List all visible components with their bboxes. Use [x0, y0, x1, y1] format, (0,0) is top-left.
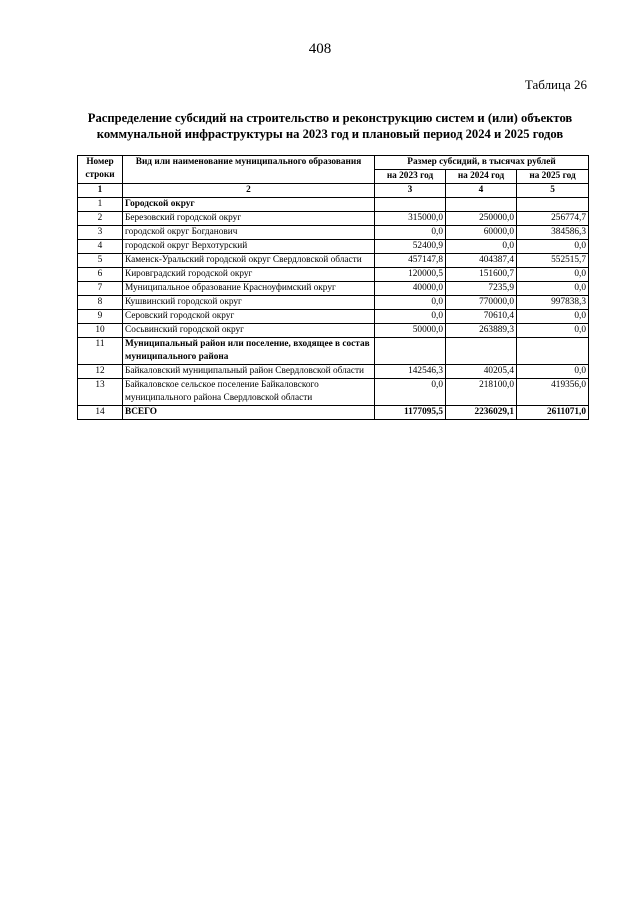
municipality-name-cell: Березовский городской округ — [123, 212, 375, 226]
amount-2025-cell: 256774,7 — [517, 212, 589, 226]
header-row-number: Номер строки — [78, 156, 123, 184]
municipality-name-cell: Серовский городской округ — [123, 310, 375, 324]
index-cell: 2 — [123, 184, 375, 198]
amount-2023-cell: 0,0 — [375, 379, 446, 406]
amount-2023-cell: 50000,0 — [375, 324, 446, 338]
table-row — [78, 296, 589, 310]
amount-2024-cell: 404387,4 — [446, 254, 517, 268]
amount-2025-cell: 419356,0 — [517, 379, 589, 406]
header-2025: на 2025 год — [517, 170, 589, 184]
table-row — [78, 254, 589, 268]
row-number-cell: 12 — [78, 365, 123, 379]
table-row — [78, 240, 589, 254]
header-amount-group: Размер субсидий, в тысячах рублей — [375, 156, 589, 170]
row-number-cell: 8 — [78, 296, 123, 310]
row-number-cell: 2 — [78, 212, 123, 226]
table-row — [78, 268, 589, 282]
amount-2025-cell: 0,0 — [517, 324, 589, 338]
amount-2025-cell: 0,0 — [517, 282, 589, 296]
municipality-name-cell: Каменск-Уральский городской округ Свердловской области — [123, 254, 375, 268]
amount-2025-cell: 0,0 — [517, 268, 589, 282]
title-line-1: Распределение субсидий на строительство и реконструкцию систем и (или) объектов — [87, 111, 573, 125]
table-row — [78, 310, 589, 324]
table-row — [78, 379, 589, 406]
index-cell: 4 — [446, 184, 517, 198]
title-line-2: коммунальной инфраструктуры на 2023 год и плановый период 2024 и 2025 годов — [96, 127, 564, 141]
table-label: Таблица 26 — [524, 77, 587, 92]
amount-2024-cell: 70610,4 — [446, 310, 517, 324]
municipality-name-cell: Муниципальный район или поселение, входящее в состав муниципального района — [123, 338, 375, 365]
table-row — [78, 212, 589, 226]
row-number-cell: 3 — [78, 226, 123, 240]
document-title — [70, 110, 590, 142]
column-index-row — [78, 184, 589, 198]
amount-2024-cell: 60000,0 — [446, 226, 517, 240]
amount-2025-cell: 997838,3 — [517, 296, 589, 310]
municipality-name-cell: Кушвинский городской округ — [123, 296, 375, 310]
municipality-name-cell: Городской округ — [123, 198, 375, 212]
amount-2024-cell: 2236029,1 — [446, 406, 517, 420]
amount-2025-cell: 2611071,0 — [517, 406, 589, 420]
amount-2023-cell: 120000,5 — [375, 268, 446, 282]
table-row — [78, 365, 589, 379]
table-body — [78, 184, 589, 420]
amount-2023-cell: 0,0 — [375, 226, 446, 240]
header-name: Вид или наименование муниципального образования — [123, 156, 375, 184]
amount-2023-cell: 457147,8 — [375, 254, 446, 268]
municipality-name-cell: ВСЕГО — [123, 406, 375, 420]
amount-2023-cell: 1177095,5 — [375, 406, 446, 420]
subsidy-table — [77, 155, 589, 420]
amount-2024-cell: 151600,7 — [446, 268, 517, 282]
amount-2024-cell — [446, 198, 517, 212]
amount-2023-cell — [375, 338, 446, 365]
row-number-cell: 13 — [78, 379, 123, 406]
table-row — [78, 282, 589, 296]
amount-2023-cell: 0,0 — [375, 310, 446, 324]
amount-2025-cell — [517, 198, 589, 212]
amount-2023-cell: 142546,3 — [375, 365, 446, 379]
amount-2023-cell: 315000,0 — [375, 212, 446, 226]
row-number-cell: 9 — [78, 310, 123, 324]
amount-2023-cell — [375, 198, 446, 212]
municipality-name-cell: Кировградский городской округ — [123, 268, 375, 282]
amount-2024-cell: 40205,4 — [446, 365, 517, 379]
group-row — [78, 198, 589, 212]
municipality-name-cell: Байкаловское сельское поселение Байкаловского муниципального района Свердловской области — [123, 379, 375, 406]
row-number-cell: 1 — [78, 198, 123, 212]
amount-2024-cell: 7235,9 — [446, 282, 517, 296]
index-cell: 5 — [517, 184, 589, 198]
row-number-cell: 6 — [78, 268, 123, 282]
amount-2025-cell: 552515,7 — [517, 254, 589, 268]
municipality-name-cell: городской округ Верхотурский — [123, 240, 375, 254]
amount-2024-cell: 0,0 — [446, 240, 517, 254]
header-2024: на 2024 год — [446, 170, 517, 184]
amount-2024-cell: 770000,0 — [446, 296, 517, 310]
row-number-cell: 10 — [78, 324, 123, 338]
index-cell: 1 — [78, 184, 123, 198]
row-number-cell: 5 — [78, 254, 123, 268]
table-row — [78, 226, 589, 240]
row-number-cell: 4 — [78, 240, 123, 254]
municipality-name-cell: Муниципальное образование Красноуфимский округ — [123, 282, 375, 296]
amount-2023-cell: 0,0 — [375, 296, 446, 310]
group-row — [78, 338, 589, 365]
total-row — [78, 406, 589, 420]
amount-2024-cell — [446, 338, 517, 365]
amount-2023-cell: 40000,0 — [375, 282, 446, 296]
row-number-cell: 11 — [78, 338, 123, 365]
amount-2024-cell: 250000,0 — [446, 212, 517, 226]
amount-2025-cell: 384586,3 — [517, 226, 589, 240]
row-number-cell: 7 — [78, 282, 123, 296]
amount-2025-cell: 0,0 — [517, 240, 589, 254]
amount-2025-cell: 0,0 — [517, 365, 589, 379]
amount-2023-cell: 52400,9 — [375, 240, 446, 254]
header-2023: на 2023 год — [375, 170, 446, 184]
index-cell: 3 — [375, 184, 446, 198]
page-number: 408 — [308, 41, 332, 57]
amount-2025-cell — [517, 338, 589, 365]
municipality-name-cell: городской округ Богданович — [123, 226, 375, 240]
municipality-name-cell: Сосьвинский городской округ — [123, 324, 375, 338]
table-row — [78, 324, 589, 338]
municipality-name-cell: Байкаловский муниципальный район Свердловской области — [123, 365, 375, 379]
row-number-cell: 14 — [78, 406, 123, 420]
amount-2024-cell: 218100,0 — [446, 379, 517, 406]
amount-2025-cell: 0,0 — [517, 310, 589, 324]
amount-2024-cell: 263889,3 — [446, 324, 517, 338]
